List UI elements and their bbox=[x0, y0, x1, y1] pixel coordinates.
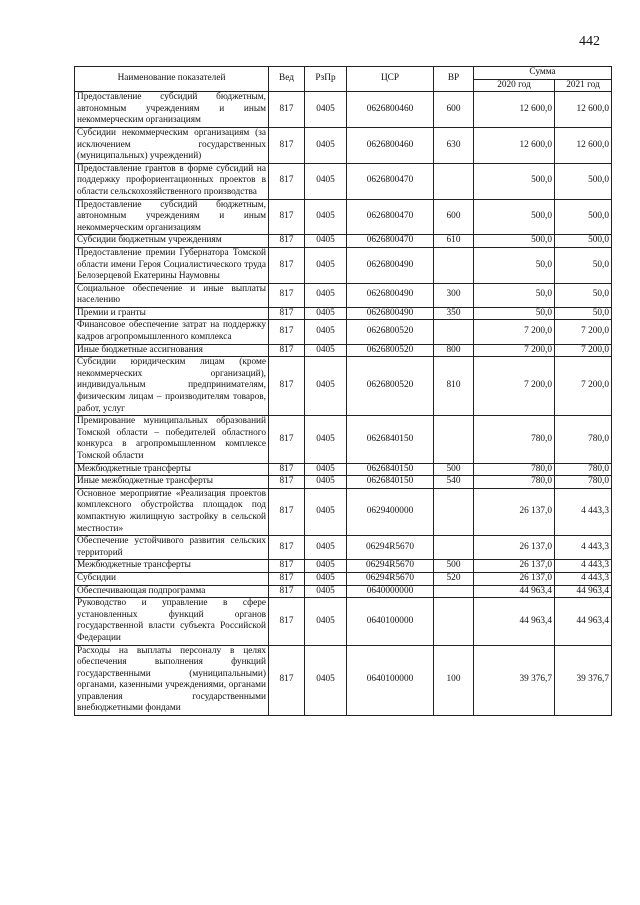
row-amount-2021: 39 376,7 bbox=[555, 645, 612, 716]
row-name: Премии и гранты bbox=[75, 307, 269, 320]
header-name: Наименование показателей bbox=[75, 67, 269, 92]
row-csr: 06294R5670 bbox=[347, 560, 434, 573]
row-csr: 0626800470 bbox=[347, 235, 434, 248]
row-amount-2021: 12 600,0 bbox=[555, 92, 612, 128]
row-vr: 600 bbox=[434, 92, 474, 128]
row-vr: 810 bbox=[434, 357, 474, 416]
table-row bbox=[75, 163, 612, 199]
row-ved: 817 bbox=[269, 283, 305, 307]
header-year-2021: 2021 год bbox=[555, 79, 612, 92]
row-ved: 817 bbox=[269, 585, 305, 598]
row-amount-2020: 26 137,0 bbox=[474, 572, 555, 585]
table-row bbox=[75, 247, 612, 283]
row-csr: 0629400000 bbox=[347, 488, 434, 535]
row-vr bbox=[434, 247, 474, 283]
row-vr bbox=[434, 598, 474, 645]
row-name: Премирование муниципальных образований Томской области – победителей областного конкурса в агропромышленном комплексе Томской области bbox=[75, 416, 269, 463]
row-rzpr: 0405 bbox=[305, 235, 347, 248]
row-ved: 817 bbox=[269, 92, 305, 128]
row-amount-2020: 44 963,4 bbox=[474, 598, 555, 645]
row-csr: 0626840150 bbox=[347, 476, 434, 489]
row-name: Предоставление субсидий бюджетным, автономным учреждениям и иным некоммерческим организациям bbox=[75, 92, 269, 128]
row-rzpr: 0405 bbox=[305, 536, 347, 560]
row-csr: 06294R5670 bbox=[347, 536, 434, 560]
row-csr: 0640100000 bbox=[347, 598, 434, 645]
row-name: Предоставление премии Губернатора Томской области имени Героя Социалистического труда Белозерцевой Екатерины Наумовны bbox=[75, 247, 269, 283]
row-amount-2020: 50,0 bbox=[474, 307, 555, 320]
row-ved: 817 bbox=[269, 127, 305, 163]
table-body bbox=[75, 92, 612, 716]
row-vr bbox=[434, 536, 474, 560]
row-name: Расходы на выплаты персоналу в целях обеспечения выполнения функций государственными (муниципальными) органами, казенными учреждениями, органами управления государственными внебюджетными фондами bbox=[75, 645, 269, 716]
row-ved: 817 bbox=[269, 598, 305, 645]
table-row bbox=[75, 344, 612, 357]
row-name: Руководство и управление в сфере установленных функций органов государственной власти субъекта Российской Федерации bbox=[75, 598, 269, 645]
row-amount-2021: 12 600,0 bbox=[555, 127, 612, 163]
row-rzpr: 0405 bbox=[305, 283, 347, 307]
row-vr: 800 bbox=[434, 344, 474, 357]
table-row bbox=[75, 357, 612, 416]
row-name: Иные межбюджетные трансферты bbox=[75, 476, 269, 489]
row-rzpr: 0405 bbox=[305, 199, 347, 235]
row-rzpr: 0405 bbox=[305, 560, 347, 573]
row-vr bbox=[434, 163, 474, 199]
row-vr: 500 bbox=[434, 463, 474, 476]
header-rzpr: РзПр bbox=[305, 67, 347, 92]
row-amount-2020: 39 376,7 bbox=[474, 645, 555, 716]
row-csr: 0626840150 bbox=[347, 416, 434, 463]
row-amount-2021: 4 443,3 bbox=[555, 572, 612, 585]
row-name: Субсидии юридическим лицам (кроме некоммерческих организаций), индивидуальным предпринимателям, физическим лицам – производителям товаров, работ, услуг bbox=[75, 357, 269, 416]
row-vr: 610 bbox=[434, 235, 474, 248]
row-amount-2021: 4 443,3 bbox=[555, 536, 612, 560]
table-row bbox=[75, 536, 612, 560]
row-csr: 0626800520 bbox=[347, 357, 434, 416]
row-ved: 817 bbox=[269, 357, 305, 416]
row-ved: 817 bbox=[269, 344, 305, 357]
row-amount-2020: 7 200,0 bbox=[474, 320, 555, 344]
row-name: Обеспечение устойчивого развития сельских территорий bbox=[75, 536, 269, 560]
row-vr: 600 bbox=[434, 199, 474, 235]
row-ved: 817 bbox=[269, 476, 305, 489]
table-row bbox=[75, 572, 612, 585]
row-rzpr: 0405 bbox=[305, 320, 347, 344]
row-amount-2020: 26 137,0 bbox=[474, 560, 555, 573]
row-rzpr: 0405 bbox=[305, 247, 347, 283]
row-vr: 540 bbox=[434, 476, 474, 489]
row-amount-2021: 7 200,0 bbox=[555, 357, 612, 416]
row-vr bbox=[434, 416, 474, 463]
table-row bbox=[75, 598, 612, 645]
row-ved: 817 bbox=[269, 463, 305, 476]
row-rzpr: 0405 bbox=[305, 357, 347, 416]
row-amount-2020: 500,0 bbox=[474, 199, 555, 235]
row-name: Иные бюджетные ассигнования bbox=[75, 344, 269, 357]
row-csr: 06294R5670 bbox=[347, 572, 434, 585]
table-row bbox=[75, 307, 612, 320]
row-amount-2021: 780,0 bbox=[555, 416, 612, 463]
row-amount-2020: 50,0 bbox=[474, 247, 555, 283]
row-name: Межбюджетные трансферты bbox=[75, 560, 269, 573]
row-rzpr: 0405 bbox=[305, 488, 347, 535]
table-header bbox=[75, 67, 612, 92]
table-row bbox=[75, 199, 612, 235]
row-vr: 300 bbox=[434, 283, 474, 307]
row-rzpr: 0405 bbox=[305, 416, 347, 463]
row-csr: 0626840150 bbox=[347, 463, 434, 476]
row-csr: 0626800490 bbox=[347, 307, 434, 320]
row-ved: 817 bbox=[269, 488, 305, 535]
row-name: Предоставление грантов в форме субсидий на поддержку профориентационных проектов в области сельскохозяйственного производства bbox=[75, 163, 269, 199]
header-csr: ЦСР bbox=[347, 67, 434, 92]
row-ved: 817 bbox=[269, 199, 305, 235]
row-amount-2020: 500,0 bbox=[474, 163, 555, 199]
row-vr: 100 bbox=[434, 645, 474, 716]
row-rzpr: 0405 bbox=[305, 572, 347, 585]
row-rzpr: 0405 bbox=[305, 344, 347, 357]
row-name: Межбюджетные трансферты bbox=[75, 463, 269, 476]
table-row bbox=[75, 476, 612, 489]
row-name: Субсидии bbox=[75, 572, 269, 585]
row-rzpr: 0405 bbox=[305, 127, 347, 163]
table-row bbox=[75, 235, 612, 248]
row-amount-2020: 780,0 bbox=[474, 416, 555, 463]
row-name: Социальное обеспечение и иные выплаты населению bbox=[75, 283, 269, 307]
row-ved: 817 bbox=[269, 320, 305, 344]
table-row bbox=[75, 560, 612, 573]
row-ved: 817 bbox=[269, 416, 305, 463]
table-row bbox=[75, 127, 612, 163]
row-ved: 817 bbox=[269, 560, 305, 573]
row-csr: 0626800520 bbox=[347, 320, 434, 344]
row-csr: 0626800470 bbox=[347, 163, 434, 199]
row-ved: 817 bbox=[269, 163, 305, 199]
row-amount-2021: 4 443,3 bbox=[555, 560, 612, 573]
row-amount-2021: 500,0 bbox=[555, 235, 612, 248]
row-ved: 817 bbox=[269, 536, 305, 560]
row-name: Финансовое обеспечение затрат на поддержку кадров агропромышленного комплекса bbox=[75, 320, 269, 344]
row-amount-2021: 7 200,0 bbox=[555, 344, 612, 357]
row-amount-2020: 780,0 bbox=[474, 463, 555, 476]
row-rzpr: 0405 bbox=[305, 92, 347, 128]
page-number: 442 bbox=[579, 34, 600, 49]
row-vr: 630 bbox=[434, 127, 474, 163]
row-rzpr: 0405 bbox=[305, 163, 347, 199]
row-amount-2021: 50,0 bbox=[555, 307, 612, 320]
row-csr: 0626800460 bbox=[347, 127, 434, 163]
row-rzpr: 0405 bbox=[305, 585, 347, 598]
table-row bbox=[75, 488, 612, 535]
row-amount-2020: 500,0 bbox=[474, 235, 555, 248]
row-rzpr: 0405 bbox=[305, 476, 347, 489]
row-name: Субсидии некоммерческим организациям (за исключением государственных (муниципальных) учреждений) bbox=[75, 127, 269, 163]
row-csr: 0640100000 bbox=[347, 645, 434, 716]
row-name: Предоставление субсидий бюджетным, автономным учреждениям и иным некоммерческим организациям bbox=[75, 199, 269, 235]
row-rzpr: 0405 bbox=[305, 645, 347, 716]
row-ved: 817 bbox=[269, 307, 305, 320]
table-row bbox=[75, 585, 612, 598]
table-row bbox=[75, 92, 612, 128]
row-amount-2021: 4 443,3 bbox=[555, 488, 612, 535]
row-amount-2020: 12 600,0 bbox=[474, 92, 555, 128]
header-ved: Вед bbox=[269, 67, 305, 92]
row-ved: 817 bbox=[269, 235, 305, 248]
row-amount-2021: 7 200,0 bbox=[555, 320, 612, 344]
row-amount-2021: 500,0 bbox=[555, 199, 612, 235]
row-amount-2020: 26 137,0 bbox=[474, 488, 555, 535]
row-vr bbox=[434, 585, 474, 598]
row-amount-2021: 50,0 bbox=[555, 247, 612, 283]
row-ved: 817 bbox=[269, 645, 305, 716]
row-amount-2020: 12 600,0 bbox=[474, 127, 555, 163]
row-vr: 350 bbox=[434, 307, 474, 320]
row-rzpr: 0405 bbox=[305, 598, 347, 645]
row-vr bbox=[434, 488, 474, 535]
row-name: Основное мероприятие «Реализация проектов комплексного обустройства площадок под компактную жилищную застройку в сельской местности» bbox=[75, 488, 269, 535]
header-sum: Сумма bbox=[474, 67, 612, 80]
row-amount-2020: 780,0 bbox=[474, 476, 555, 489]
row-csr: 0626800470 bbox=[347, 199, 434, 235]
row-amount-2021: 50,0 bbox=[555, 283, 612, 307]
row-rzpr: 0405 bbox=[305, 307, 347, 320]
row-amount-2021: 44 963,4 bbox=[555, 598, 612, 645]
table-row bbox=[75, 645, 612, 716]
row-vr: 520 bbox=[434, 572, 474, 585]
row-amount-2020: 26 137,0 bbox=[474, 536, 555, 560]
table-row bbox=[75, 463, 612, 476]
row-csr: 0626800460 bbox=[347, 92, 434, 128]
row-ved: 817 bbox=[269, 247, 305, 283]
row-csr: 0626800490 bbox=[347, 247, 434, 283]
row-amount-2020: 7 200,0 bbox=[474, 344, 555, 357]
row-amount-2020: 44 963,4 bbox=[474, 585, 555, 598]
row-csr: 0626800490 bbox=[347, 283, 434, 307]
row-amount-2021: 780,0 bbox=[555, 476, 612, 489]
row-amount-2021: 44 963,4 bbox=[555, 585, 612, 598]
row-amount-2020: 7 200,0 bbox=[474, 357, 555, 416]
header-year-2020: 2020 год bbox=[474, 79, 555, 92]
row-amount-2020: 50,0 bbox=[474, 283, 555, 307]
table-row bbox=[75, 283, 612, 307]
row-rzpr: 0405 bbox=[305, 463, 347, 476]
row-vr bbox=[434, 320, 474, 344]
row-amount-2021: 780,0 bbox=[555, 463, 612, 476]
row-name: Обеспечивающая подпрограмма bbox=[75, 585, 269, 598]
row-csr: 0626800520 bbox=[347, 344, 434, 357]
row-ved: 817 bbox=[269, 572, 305, 585]
row-amount-2021: 500,0 bbox=[555, 163, 612, 199]
row-name: Субсидии бюджетным учреждениям bbox=[75, 235, 269, 248]
row-csr: 0640000000 bbox=[347, 585, 434, 598]
budget-table bbox=[74, 66, 612, 716]
row-vr: 500 bbox=[434, 560, 474, 573]
table-row bbox=[75, 320, 612, 344]
table-row bbox=[75, 416, 612, 463]
header-vr: ВР bbox=[434, 67, 474, 92]
